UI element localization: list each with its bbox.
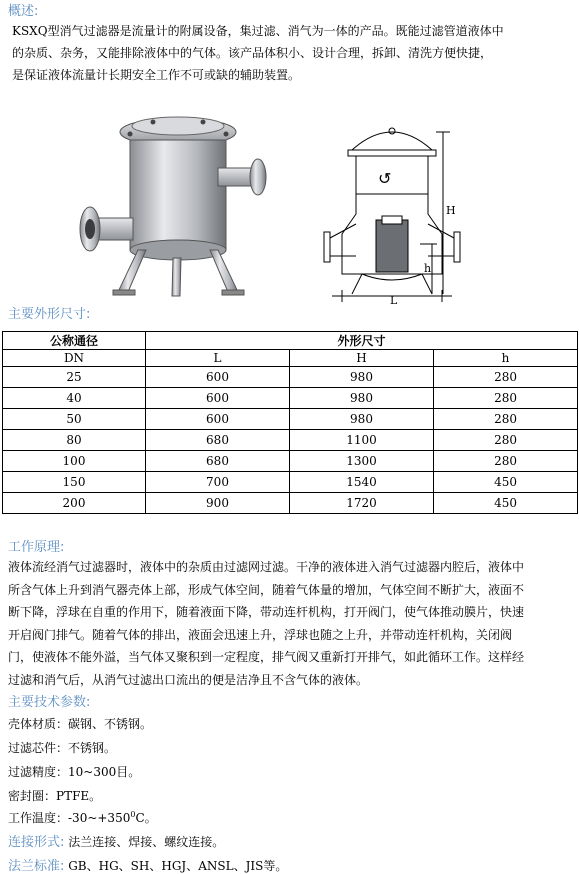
technical-drawing	[312, 124, 472, 304]
intro-line: KSXQ型消气过滤器是流量计的附属设备，集过滤、消气为一体的产品。既能过滤管道液体中	[12, 24, 504, 38]
principle-line: 过滤和消气后，从消气过滤出口流出的便是洁净且不含气体的液体。	[8, 672, 369, 687]
cell: 450	[434, 472, 578, 493]
cell: 50	[3, 409, 146, 430]
dim-label-L: L	[390, 294, 398, 304]
spec-core: 过滤芯件：不锈钢。	[8, 741, 117, 755]
cell: 600	[146, 367, 290, 388]
product-photo	[68, 110, 278, 300]
intro-line: 是保证液体流量计长期安全工作不可或缺的辅助装置。	[12, 68, 301, 82]
cell: 980	[290, 367, 434, 388]
cell: 280	[434, 451, 578, 472]
cell: 700	[146, 472, 290, 493]
flange-line	[8, 855, 287, 874]
cell: 450	[434, 493, 578, 514]
cell: 900	[146, 493, 290, 514]
cell: 1100	[290, 430, 434, 451]
flange-label: 法兰标准:	[8, 859, 65, 874]
subheader-dn: DN	[3, 350, 146, 367]
header-dn: 公称通径	[3, 332, 146, 350]
cell: 600	[146, 388, 290, 409]
spec-seal: 密封圈：PTFE。	[8, 789, 102, 803]
cell: 150	[3, 472, 146, 493]
cell: 980	[290, 388, 434, 409]
svg-text:↺: ↺	[378, 169, 392, 188]
temp-sup: 0	[130, 810, 136, 819]
dim-label-H: H	[446, 204, 456, 217]
principle-line: 所含气体上升到消气器壳体上部，形成气体空间，随着气体量的增加，气体空间不断扩大，液面不	[8, 582, 525, 597]
table-row	[3, 367, 578, 388]
connection-label: 连接形式:	[8, 835, 65, 850]
working-principle-heading: 工作原理:	[8, 540, 65, 555]
cell: 680	[146, 451, 290, 472]
cell: 100	[3, 451, 146, 472]
principle-line: 断下降，浮球在自重的作用下，随着液面下降，带动连杆机构，打开阀门，使气体推动膜片，快速	[8, 605, 525, 619]
dimensions-table	[2, 331, 578, 514]
intro-heading: 概述:	[8, 4, 39, 19]
intro-line: 的杂质、杂务，又能排除液体中的气体。该产品体积小、设计合理，拆卸、清洗方便快捷，	[12, 46, 493, 60]
connection-value: 法兰连接、焊接、螺纹连接。	[68, 835, 225, 849]
subheader-h-small: h	[434, 350, 578, 367]
table-row	[3, 472, 578, 493]
cell: 1300	[290, 451, 434, 472]
table-row	[3, 409, 578, 430]
specs-heading: 主要技术参数:	[8, 695, 91, 710]
principle-line: 门，使液体不能外溢，当气体又聚积到一定程度，排气阀又重新打开排气，如此循环工作。这样经	[8, 650, 525, 664]
cell: 40	[3, 388, 146, 409]
table-row	[3, 451, 578, 472]
connection-line	[8, 831, 224, 850]
temp-suffix: C。	[135, 811, 157, 825]
spec-temperature	[8, 809, 157, 826]
cell: 680	[146, 430, 290, 451]
cell: 1540	[290, 472, 434, 493]
cell: 1720	[290, 493, 434, 514]
spec-shell: 壳体材质：碳钢、不锈钢。	[8, 717, 153, 731]
spec-precision: 过滤精度：10~300目。	[8, 765, 141, 779]
temp-prefix: 工作温度：-30~+350	[8, 811, 131, 825]
cell: 280	[434, 388, 578, 409]
cell: 200	[3, 493, 146, 514]
working-principle-text	[8, 556, 572, 691]
table-row	[3, 388, 578, 409]
cell: 80	[3, 430, 146, 451]
intro-text	[12, 20, 572, 86]
cell: 280	[434, 367, 578, 388]
cell: 280	[434, 430, 578, 451]
subheader-h: H	[290, 350, 434, 367]
cell: 600	[146, 409, 290, 430]
subheader-l: L	[146, 350, 290, 367]
cell: 980	[290, 409, 434, 430]
flange-value: GB、HG、SH、HGJ、ANSL、JIS等。	[68, 859, 288, 873]
header-dims: 外形尺寸	[146, 332, 578, 350]
principle-line: 液体流经消气过滤器时，液体中的杂质由过滤网过滤。干净的液体进入消气过滤器内腔后，液体中	[8, 560, 525, 574]
dim-label-h: h	[424, 262, 432, 275]
table-row	[3, 493, 578, 514]
cell: 280	[434, 409, 578, 430]
principle-line: 开启阀门排气。随着气体的排出，液面会迅速上升，浮球也随之上升，并带动连杆机构，关闭阀	[8, 627, 513, 642]
dimensions-heading: 主要外形尺寸:	[8, 307, 91, 322]
cell: 25	[3, 367, 146, 388]
table-row	[3, 430, 578, 451]
